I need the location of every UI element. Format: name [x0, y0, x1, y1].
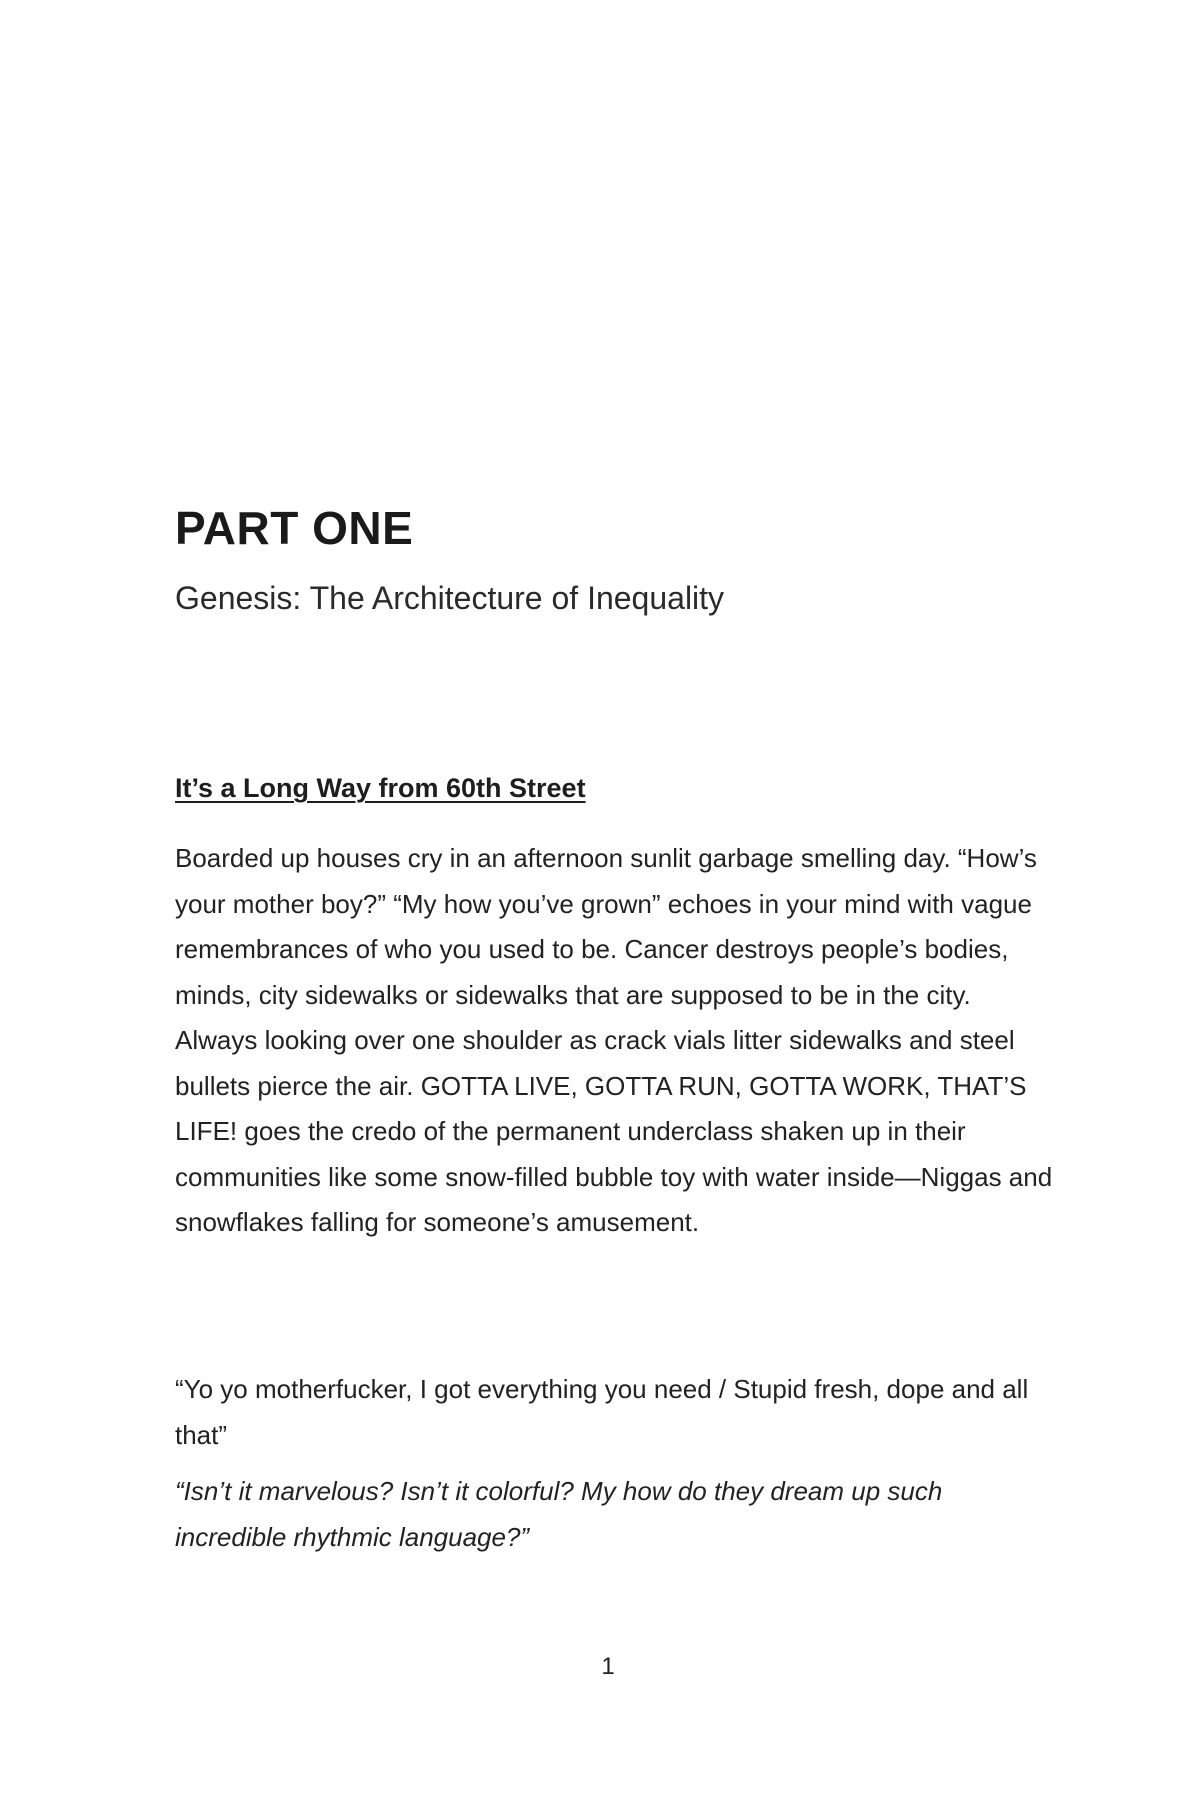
section-heading: It’s a Long Way from 60th Street: [175, 773, 586, 803]
quote-paragraph: “Yo yo motherfucker, I got everything you need / Stupid fresh, dope and all that”: [175, 1374, 1029, 1450]
page-number: 1: [601, 1653, 615, 1680]
body-paragraph: Boarded up houses cry in an afternoon sunlit garbage smelling day. “How’s your mother boy?” “My how you’ve grown” echoes in your mind with vague remembrances of who you used to be. Cancer destroys people’s bodies, minds, city sidewalks or sidewalks that are supposed to be in the city. Always looking over one shoulder as crack vials litter sidewalks and steel bullets pierce the air. GOTTA LIVE, GOTTA RUN, GOTTA WORK, THAT’S LIFE! goes the credo of the permanent underclass shaken up in their communities like some snow-filled bubble toy with water inside—Niggas and snowflakes falling for someone’s amusement.: [175, 843, 1053, 1237]
part-title: PART ONE: [175, 502, 414, 554]
italic-quote-paragraph: “Isn’t it marvelous? Isn’t it colorful? My how do they dream up such incredible rhythmic language?”: [175, 1476, 943, 1552]
part-subtitle: Genesis: The Architecture of Inequality: [175, 580, 725, 616]
